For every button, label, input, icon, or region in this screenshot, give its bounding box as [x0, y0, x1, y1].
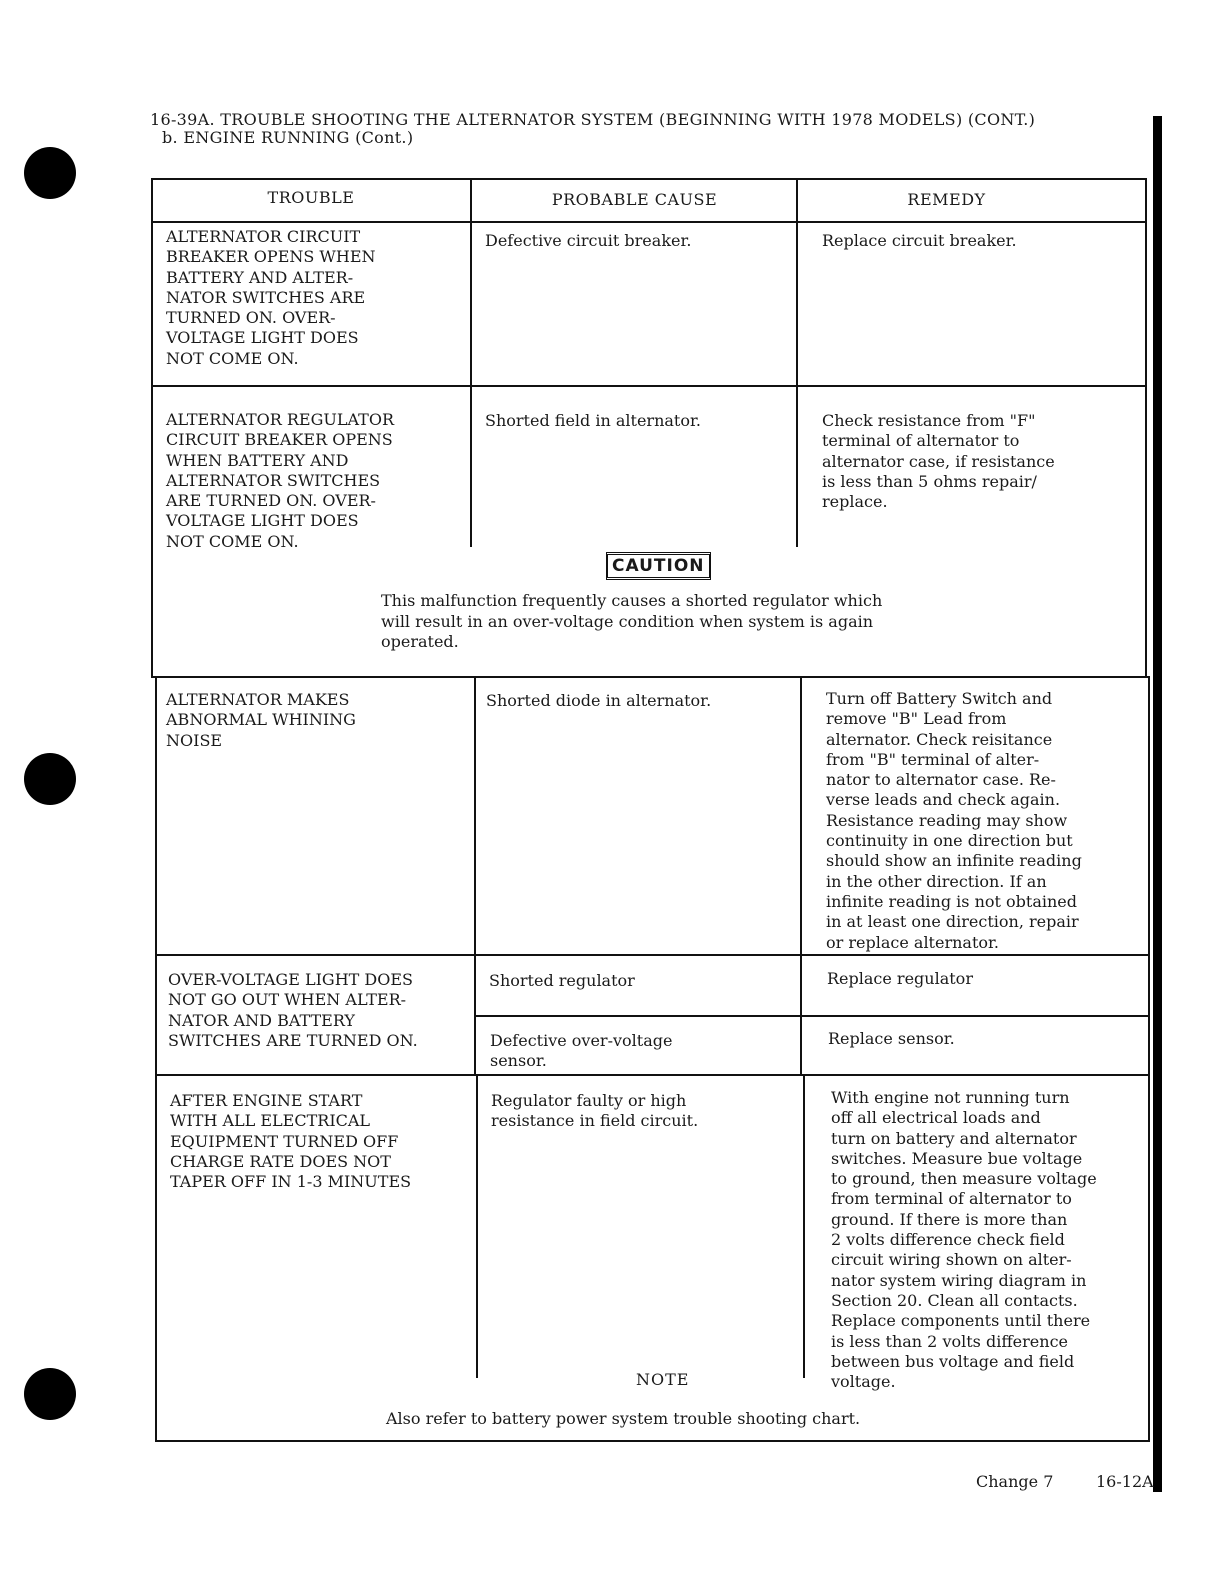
- remedy-cell: Turn off Battery Switch and remove "B" Lead from alternator. Check reisitance from "B" terminal of alter- nator to alternator case. Re- verse leads and check again. Resistance reading may show continuity in one direction but should show an infinite reading in the other direction. If an infinite reading is not obtained in at least one direction, repair or replace alternator.: [826, 689, 1082, 952]
- remedy-cell: Check resistance from "F" terminal of alternator to alternator case, if resistance is less than 5 ohms repair/ replace.: [822, 411, 1055, 512]
- page-number: 16-12A: [1096, 1472, 1154, 1491]
- col-divider: [474, 676, 476, 1076]
- row-divider-4a: [474, 1015, 1150, 1017]
- caution-label: CAUTION: [606, 552, 711, 580]
- subsection-heading: b. ENGINE RUNNING (Cont.): [162, 128, 414, 147]
- remedy-cell: With engine not running turn off all electrical loads and turn on battery and alternator switches. Measure bue voltage to ground, then measure voltage from terminal of alternator to ground. If there is more than 2 volts difference check field circuit wiring shown on alter- nator system wiring diagram in Section 20. Clean all contacts. Replace components until there is less than 2 volts difference between bus voltage and field voltage.: [831, 1088, 1097, 1392]
- cause-cell: Defective over-voltage sensor.: [490, 1031, 673, 1071]
- change-number: Change 7: [976, 1472, 1054, 1491]
- remedy-cell: Replace sensor.: [828, 1029, 955, 1048]
- trouble-cell: ALTERNATOR CIRCUIT BREAKER OPENS WHEN BATTERY AND ALTER- NATOR SWITCHES ARE TURNED ON. OVER- VOLTAGE LIGHT DOES NOT COME ON.: [166, 227, 376, 368]
- note-label: NOTE: [636, 1370, 690, 1389]
- col-divider: [800, 676, 802, 1076]
- binder-hole-bottom: [24, 1368, 76, 1420]
- trouble-cell: ALTERNATOR REGULATOR CIRCUIT BREAKER OPENS WHEN BATTERY AND ALTERNATOR SWITCHES ARE TURNED ON. OVER- VOLTAGE LIGHT DOES NOT COME ON.: [166, 410, 395, 551]
- change-bar: [1153, 116, 1162, 1492]
- col-divider: [470, 178, 472, 547]
- binder-hole-middle: [24, 753, 76, 805]
- row-divider-4: [155, 1074, 1150, 1076]
- caution-text: This malfunction frequently causes a shorted regulator which will result in an over-voltage condition when system is again operated.: [381, 591, 883, 651]
- remedy-cell: Replace regulator: [827, 969, 973, 988]
- section-heading: 16-39A. TROUBLE SHOOTING THE ALTERNATOR SYSTEM (BEGINNING WITH 1978 MODELS) (CONT.): [150, 110, 1036, 129]
- cause-cell: Regulator faulty or high resistance in field circuit.: [491, 1091, 699, 1131]
- column-header-trouble: TROUBLE: [267, 188, 355, 207]
- row-divider-1: [151, 385, 1147, 387]
- col-divider: [796, 178, 798, 547]
- cause-cell: Shorted diode in alternator.: [486, 691, 712, 710]
- cause-cell: Defective circuit breaker.: [485, 231, 692, 250]
- column-header-probable-cause: PROBABLE CAUSE: [551, 190, 718, 209]
- header-divider: [151, 221, 1147, 223]
- row-divider-3: [155, 954, 1150, 956]
- col-divider: [476, 1076, 478, 1378]
- trouble-cell: AFTER ENGINE START WITH ALL ELECTRICAL EQUIPMENT TURNED OFF CHARGE RATE DOES NOT TAPER OFF IN 1-3 MINUTES: [170, 1091, 412, 1192]
- col-divider: [803, 1076, 805, 1378]
- trouble-cell: ALTERNATOR MAKES ABNORMAL WHINING NOISE: [166, 690, 356, 750]
- trouble-cell: OVER-VOLTAGE LIGHT DOES NOT GO OUT WHEN ALTER- NATOR AND BATTERY SWITCHES ARE TURNED ON.: [168, 970, 418, 1050]
- cause-cell: Shorted regulator: [489, 971, 635, 990]
- note-text: Also refer to battery power system trouble shooting chart.: [386, 1409, 861, 1428]
- column-header-remedy: REMEDY: [907, 190, 986, 209]
- cause-cell: Shorted field in alternator.: [485, 411, 701, 430]
- binder-hole-top: [24, 147, 76, 199]
- remedy-cell: Replace circuit breaker.: [822, 231, 1017, 250]
